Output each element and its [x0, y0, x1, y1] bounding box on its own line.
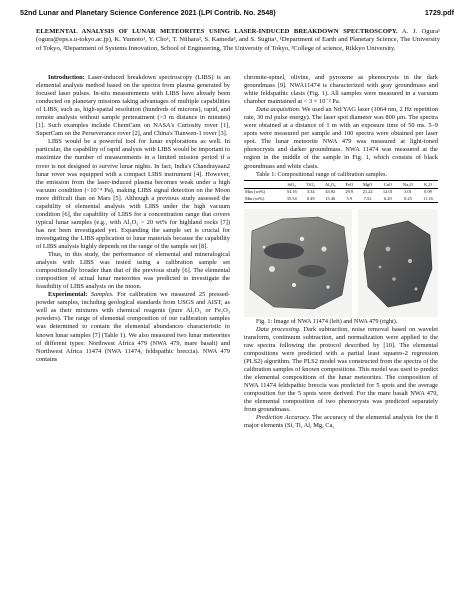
table-cell: 6.20 [383, 195, 392, 201]
author-list: A. J. Ogura¹ (ogura@eps.s.u-tokyo.ac.jp), K. Yumoto¹, Y. Cho¹, T. Niihara², S. Kameda³, and S. Sugita¹, ¹Department of Earth and Planetary Science, The University of Tokyo, ²Department of Systems Innovation, School of Engineering, The University of Tokyo, ³College of science, Rikkyo University. [36, 28, 440, 52]
table-cell: 5.9 [346, 195, 353, 201]
table-header-cell: TiO₂ [306, 181, 315, 187]
paper-title: ELEMENTAL ANALYSIS OF LUNAR METEORITES USING LASER-INDUCED BREAKDOWN SPECTROSCOPY. [36, 28, 398, 35]
table-header-cell: CaO [383, 181, 392, 187]
prediction-accuracy-paragraph: The accuracy of the elemental analysis for the 8 major elements (Si, Ti, Al, Mg, Ca, [244, 414, 438, 430]
table-header-row [244, 181, 438, 189]
table-header-cell: Na₂O [403, 181, 413, 187]
intro-paragraph-2: LIBS would be a powerful tool for lunar explorations as well. In particular, the capability of rapid analysis with LIBS would be important to maximize the number of measurements in a limited mission period if a rover is not designed to survive lunar nights. In fact, India's Chandrayaan2 lunar rover was equipped with a compact LIBS instrument [4]. However, the emission from the laser-induced plasma becomes weak under a high vacuum condition (<10⁻⁴ Pa), making LIBS signal detection on the Moon more difficult than on Mars [5]. Although a previous study assessed the capability of elemental analysis with LIBS under the high vacuum condition [6], the capability of LIBS for a concentration range that covers typical lunar samples (e.g., with Al₂O₃ > 20 wt% for highland rocks [7]) has not been investigated yet. Expanding the sample set is crucial for investigating the LIBS application to lunar materials because the capability of LIBS analysis highly depends on the range of the sample set [8]. [36, 138, 230, 250]
table-cell: 12.01 [382, 189, 393, 195]
intro-paragraph-3: Thus, in this study, the performance of elemental and mineralogical analysis with LIBS was tested using a calibration sample set compositionally broader than that of the previous study [6]. The elemental composition of actual lunar meteorites was predicted to investigate the feasibility of LIBS analysis on the moon. [36, 251, 230, 291]
table-header-cell: K₂O [424, 181, 432, 187]
data-acquisition-subheading: Data acquisition. [256, 106, 301, 114]
intro-paragraph-1: Laser-induced breakdown spectroscopy (LIBS) is an elemental analysis method based on the spectra from plasma generated by focused laser pulses. In-situ measurements with LIBS have already been conducted on planetary missions taking advantages of multiple capabilities of LIBS, such as, high-spatial resolution (hundreds of microns), rapid, and remote analysis without sample pretreatment (>3 m distance in minutes) [1]. Such examples include ChemCam on NASA's Curiosity rover [1], SuperCam on the Perseverance rover [2], and China's Tianwen-1 rover [3]. [36, 74, 230, 138]
nwa-11474-photo [244, 209, 352, 317]
samples-paragraph-continued: chromite-spinel, olivine, and pyroxene as phenocrysts in the dark groundmass [9]. NWA11474 is characterized with gray groundmass and white feldspathic clasts (Fig. 1). All samples were measured in a vacuum chamber maintained at < 3 × 10⁻² Pa. [244, 74, 438, 106]
nwa-479-photo [358, 209, 438, 317]
table-cell: 0.25 [404, 195, 412, 201]
data-processing-subheading: Data processing. [256, 325, 301, 333]
prediction-accuracy-subheading: Prediction Accuracy. [256, 414, 311, 422]
samples-subheading: Samples. [90, 291, 114, 299]
table-cell: 15.46 [325, 195, 336, 201]
table-cell: 54.16 [286, 189, 297, 195]
table-cell: 29.9 [345, 189, 354, 195]
table-cell: 3.01 [404, 189, 412, 195]
table-row [244, 188, 438, 195]
table-header-cell: MgO [362, 181, 373, 187]
table-cell: 21.22 [362, 189, 373, 195]
conference-title: 52nd Lunar and Planetary Science Conference 2021 (LPI Contrib. No. 2548) [20, 8, 276, 17]
meteorite-figure [244, 208, 438, 318]
table-row [244, 195, 438, 202]
table-header-cell: SiO₂ [287, 181, 296, 187]
data-acquisition-paragraph: We used an Nd:YAG laser (1064 nm, 2 Hz repetition rate, 30 mJ pulse energy). The laser spot diameter was 800 μm. The spectra were obtained at a distance of 1 m with an exposure time of 50 ms. 5–9 spots were measured per sample and 100 spectra were obtained per laser spot. The lunar meteorite NWA 479 was measured at light-toned phenocrysts and darker groundmass. NWA 11474 was measured at the region in the middle of the sample in Fig. 1, which consists of black groundmass and white clasts. [244, 106, 438, 170]
introduction-heading: Introduction: [48, 74, 85, 81]
table-cell: 11.16 [423, 195, 433, 201]
table-header-cell [244, 181, 282, 189]
page-header [20, 8, 454, 17]
table-cell: 35.54 [286, 195, 297, 201]
experimental-heading: Experimental: [48, 291, 88, 299]
composition-table [244, 180, 438, 203]
table-cell: 43.92 [325, 189, 336, 195]
table-header-cell: FeO [345, 181, 354, 187]
table-caption: Table 1: Compositional range of calibration samples. [256, 170, 388, 178]
table-cell: 0.49 [306, 195, 315, 201]
table-row-label: Min (wt%) [245, 195, 265, 201]
title-block [36, 28, 440, 53]
document-id: 1729.pdf [424, 8, 454, 17]
table-cell: 3.34 [306, 189, 315, 195]
samples-paragraph: For calibration we measured 25 pressed-powder samples, including geological standards from USGS and AIST, as well as their mixtures with chemical reagents (pure Al₂O₃ or Fe₂O₃ powders). The range of elemental composition of our calibration samples was determined to contain the elemental abundances characteristic to known lunar samples [7] (Table 1). We also measured two lunar meteorites of different types: Northwest Africa 479 (NWA 479, mare basalt) and Northwest Africa 11474 (NWA 11474, feldspathic breccia). NWA 479 contains [36, 291, 230, 363]
table-cell: 7.52 [363, 195, 372, 201]
table-cell: 0.09 [424, 189, 432, 195]
data-processing-paragraph: Dark subtraction, noise removal based on wavelet transform, continuum subtraction, and normalization were applied to the raw spectra following the protocol described by [10]. The elemental compositions were predicted with a partial least squares-2 regression (PLS2) algorithm. The PLS2 model was constructed from the spectra of the calibration samples of known compositions. This model was used to predict the elemental compositions of the lunar meteorites. The composition of NWA 11474 feldspathic breccia was predicted for 5 spots and the average composition for the 5 spots were derived. For the mare basalt NWA 479, the elemental composition of two phenocrysts was predicted separately from groundmass. [244, 325, 438, 413]
right-column [244, 74, 438, 430]
table-header-cell: Al₂O₃ [324, 181, 336, 187]
left-column [36, 74, 230, 364]
figure-caption: Fig. 1: Image of NWA 11474 (left) and NWA 479 (right). [256, 317, 398, 325]
table-row-label: Max (wt%) [245, 189, 266, 195]
